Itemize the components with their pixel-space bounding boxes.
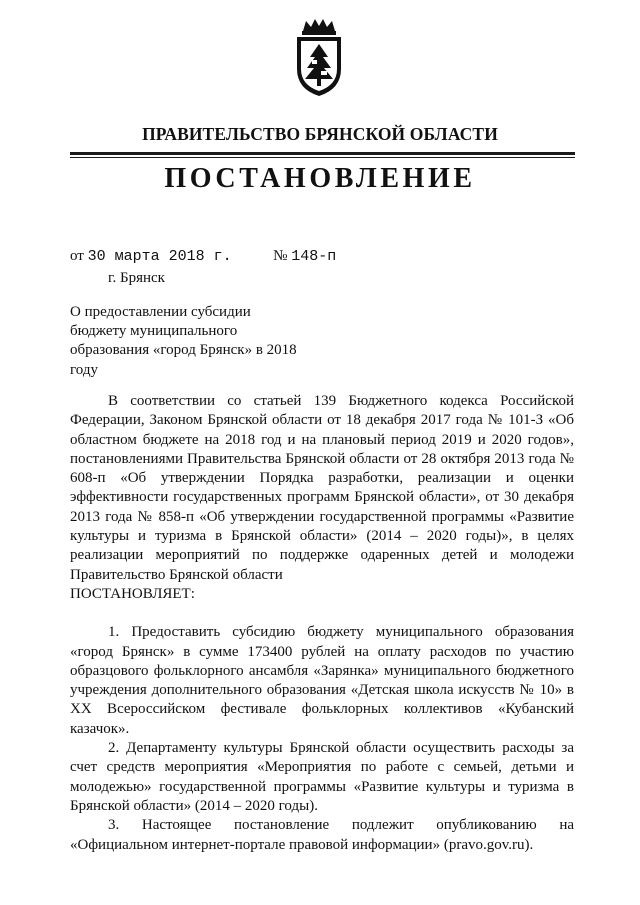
document-city: г. Брянск: [108, 270, 165, 286]
header-divider-thin: [70, 157, 575, 158]
number-label: №: [273, 248, 288, 264]
resolution-item-1: 1. Предоставить субсидию бюджету муниципального образования «город Брянск» в сумме 173400 рублей на оплату расходов по участию образцового фольклорного ансамбля «Зарянка» муниципального бюджетного учреждения дополнительного образования «Детская школа искусств № 10» в XX Всероссийском фестивале фольклорных коллективов «Кубанский казачок».: [70, 624, 574, 737]
resolution-item-2: 2. Департаменту культуры Брянской области осуществить расходы за счет средств мероприятия «Мероприятия по работе с семьей, детьми и молодежью» государственной программы «Развитие культуры и туризма в Брянской области» (2014 – 2020 годы).: [70, 740, 574, 814]
from-label: от: [70, 248, 84, 264]
preamble-paragraph: В соответствии со статьей 139 Бюджетного кодекса Российской Федерации, Законом Брянской области от 18 декабря 2017 года № 101-З «Об областном бюджете на 2018 год и на плановый период 2019 и 2020 годов», постановлениями Правительства Брянской области от 28 октября 2013 года № 608-п «Об утверждении Порядка разработки, реализации и оценки эффективности государственных программ Брянской области», от 30 декабря 2013 года № 858-п «Об утверждении государственной программы «Развитие культуры и туризма в Брянской области» (2014 – 2020 годы)», в целях реализации мероприятий по поддержке одаренных детей и молодежи Правительство Брянской области: [70, 393, 574, 583]
header-divider-thick: [70, 152, 575, 155]
coat-of-arms-icon: [291, 17, 347, 97]
document-number: 148-п: [291, 248, 337, 265]
coat-of-arms-emblem: [291, 17, 347, 97]
document-subject: О предоставлении субсидии бюджету муниципального образования «город Брянск» в 2018 году: [70, 304, 297, 378]
document-date: 30 марта 2018 г.: [87, 248, 232, 265]
document-type-title: ПОСТАНОВЛЕНИЕ: [164, 163, 476, 194]
resolves-heading: ПОСТАНОВЛЯЕТ:: [70, 585, 195, 602]
resolution-item-3: 3. Настоящее постановление подлежит опубликованию на «Официальном интернет-портале правовой информации» (pravo.gov.ru).: [70, 817, 574, 853]
document-body: [70, 392, 574, 855]
document-date-number: [70, 248, 336, 265]
government-title: ПРАВИТЕЛЬСТВО БРЯНСКОЙ ОБЛАСТИ: [142, 124, 498, 144]
